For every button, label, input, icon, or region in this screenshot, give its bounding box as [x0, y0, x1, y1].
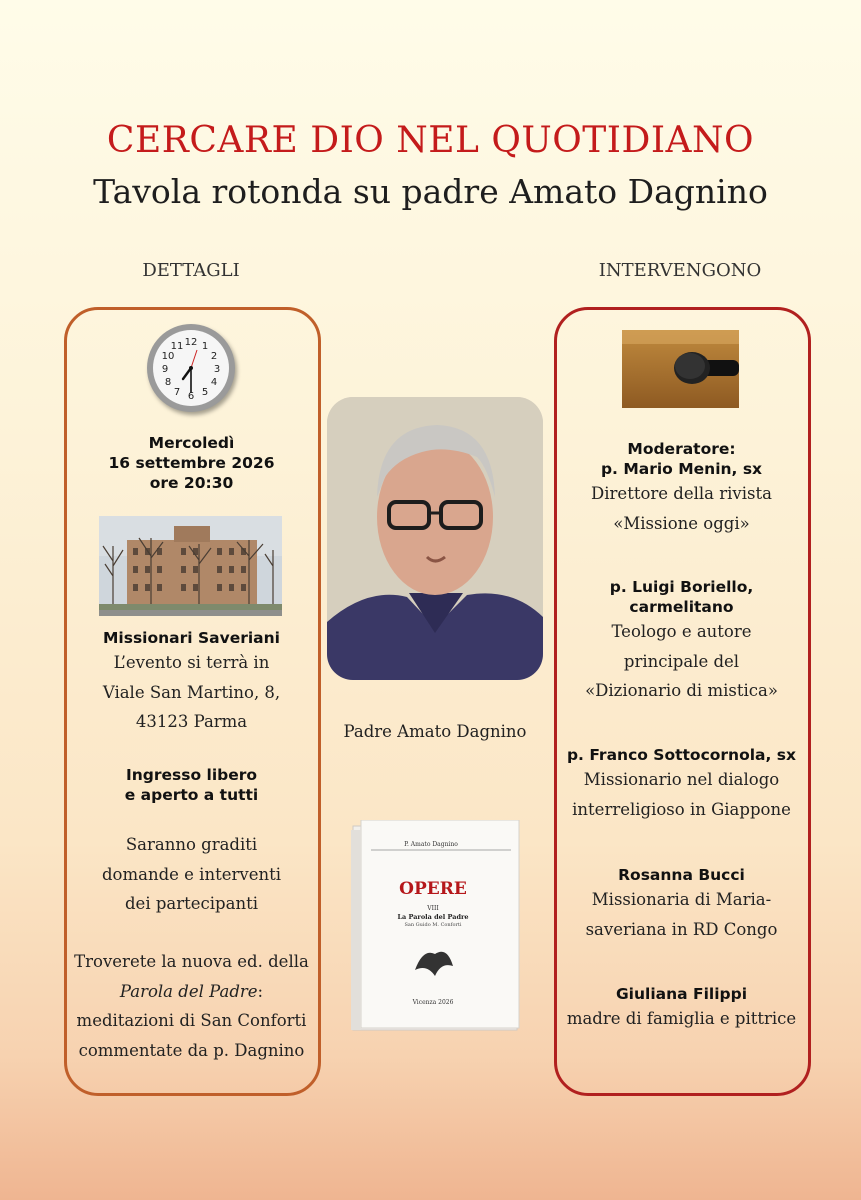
details-heading: DETTAGLI [142, 260, 240, 281]
questions-block [66, 830, 317, 919]
speaker-2 [556, 577, 807, 706]
speaker-2-name-2: carmelitano [629, 598, 734, 616]
venue-line-2: Viale San Martino, 8, [102, 682, 281, 702]
book-note-block [66, 947, 317, 1065]
event-date-block [66, 433, 317, 493]
speaker-2-desc-2: principale del [623, 651, 740, 671]
speaker-1-name-1: Moderatore: [627, 440, 736, 458]
speaker-2-desc-3: «Dizionario di mistica» [585, 681, 778, 700]
portrait-caption: Padre Amato Dagnino [343, 722, 527, 741]
svg-text:4: 4 [210, 377, 218, 388]
svg-text:10: 10 [161, 351, 175, 362]
svg-text:3: 3 [213, 364, 221, 375]
questions-line-1: Saranno graditi [125, 835, 258, 854]
questions-line-2: domande e interventi [102, 864, 281, 884]
entry-line-2: e aperto a tutti [124, 786, 259, 804]
speaker-5-name-1: Giuliana Filippi [615, 985, 748, 1003]
event-time: ore 20:30 [149, 474, 234, 492]
speaker-3 [556, 745, 807, 824]
speaker-2-desc-1: Teologo e autore [611, 622, 752, 641]
entry-line-1: Ingresso libero [125, 766, 258, 784]
speaker-1-name-2: p. Mario Menin, sx [600, 460, 763, 478]
book-note-colon: : [257, 981, 264, 1001]
speaker-1-desc-1: Direttore della rivista [591, 484, 772, 503]
speaker-5 [556, 984, 807, 1034]
speaker-3-desc-1: Missionario nel dialogo [583, 770, 780, 789]
page-subtitle: Tavola rotonda su padre Amato Dagnino [93, 172, 768, 211]
speaker-4-desc-1: Missionaria di Maria- [591, 890, 772, 909]
venue-line-3: 43123 Parma [135, 712, 248, 731]
venue-name: Missionari Saveriani [102, 629, 280, 647]
svg-text:5: 5 [201, 387, 209, 398]
speaker-3-desc-2: interreligioso in Giappone [572, 799, 791, 819]
svg-text:2: 2 [210, 351, 218, 362]
entry-block [66, 765, 317, 805]
book-author: P. Amato Dagnino [404, 841, 458, 848]
speaker-4 [556, 865, 807, 944]
speaker-2-name-1: p. Luigi Boriello, [609, 578, 754, 596]
book-note-line-3: meditazioni di San Conforti [76, 1011, 307, 1030]
questions-line-3: dei partecipanti [125, 894, 258, 913]
book-note-line-2 [66, 977, 317, 1007]
svg-text:11: 11 [170, 341, 184, 352]
svg-text:12: 12 [184, 337, 198, 348]
event-date: 16 settembre 2026 [108, 454, 275, 472]
book-note-line-4: commentate da p. Dagnino [78, 1040, 305, 1060]
book-title: OPERE [399, 879, 467, 899]
book-subtitle: La Parola del Padre [397, 913, 469, 921]
speaker-5-desc-1: madre di famiglia e pittrice [566, 1009, 797, 1028]
speaker-3-name-1: p. Franco Sottocornola, sx [566, 746, 797, 764]
venue-block [66, 628, 317, 737]
building-photo [99, 516, 282, 616]
book-note-title: Parola del Padre [119, 981, 258, 1001]
microphone-photo [622, 330, 739, 408]
svg-text:1: 1 [201, 341, 209, 352]
speakers-heading: INTERVENGONO [598, 260, 762, 281]
book-subtitle-2: San Guido M. Conforti [404, 922, 462, 928]
page-title: CERCARE DIO NEL QUOTIDIANO [106, 120, 755, 161]
svg-text:9: 9 [161, 364, 169, 375]
speaker-1-desc-2: «Missione oggi» [613, 513, 750, 533]
speaker-4-name-1: Rosanna Bucci [618, 866, 745, 884]
book-imprint: Vicenza 2026 [412, 999, 454, 1006]
speaker-4-desc-2: saveriana in RD Congo [585, 919, 778, 939]
book-volume: VIII [427, 905, 439, 912]
book-note-line-1: Troverete la nuova ed. della [74, 952, 309, 971]
book-photo [351, 820, 520, 1032]
clock-icon [147, 324, 235, 412]
portrait-photo [327, 397, 543, 680]
event-day: Mercoledì [148, 434, 235, 452]
venue-line-1: L’evento si terrà in [113, 653, 270, 672]
svg-text:8: 8 [164, 377, 172, 388]
speaker-1 [556, 439, 807, 538]
svg-text:7: 7 [173, 387, 181, 398]
svg-text:6: 6 [187, 391, 195, 402]
